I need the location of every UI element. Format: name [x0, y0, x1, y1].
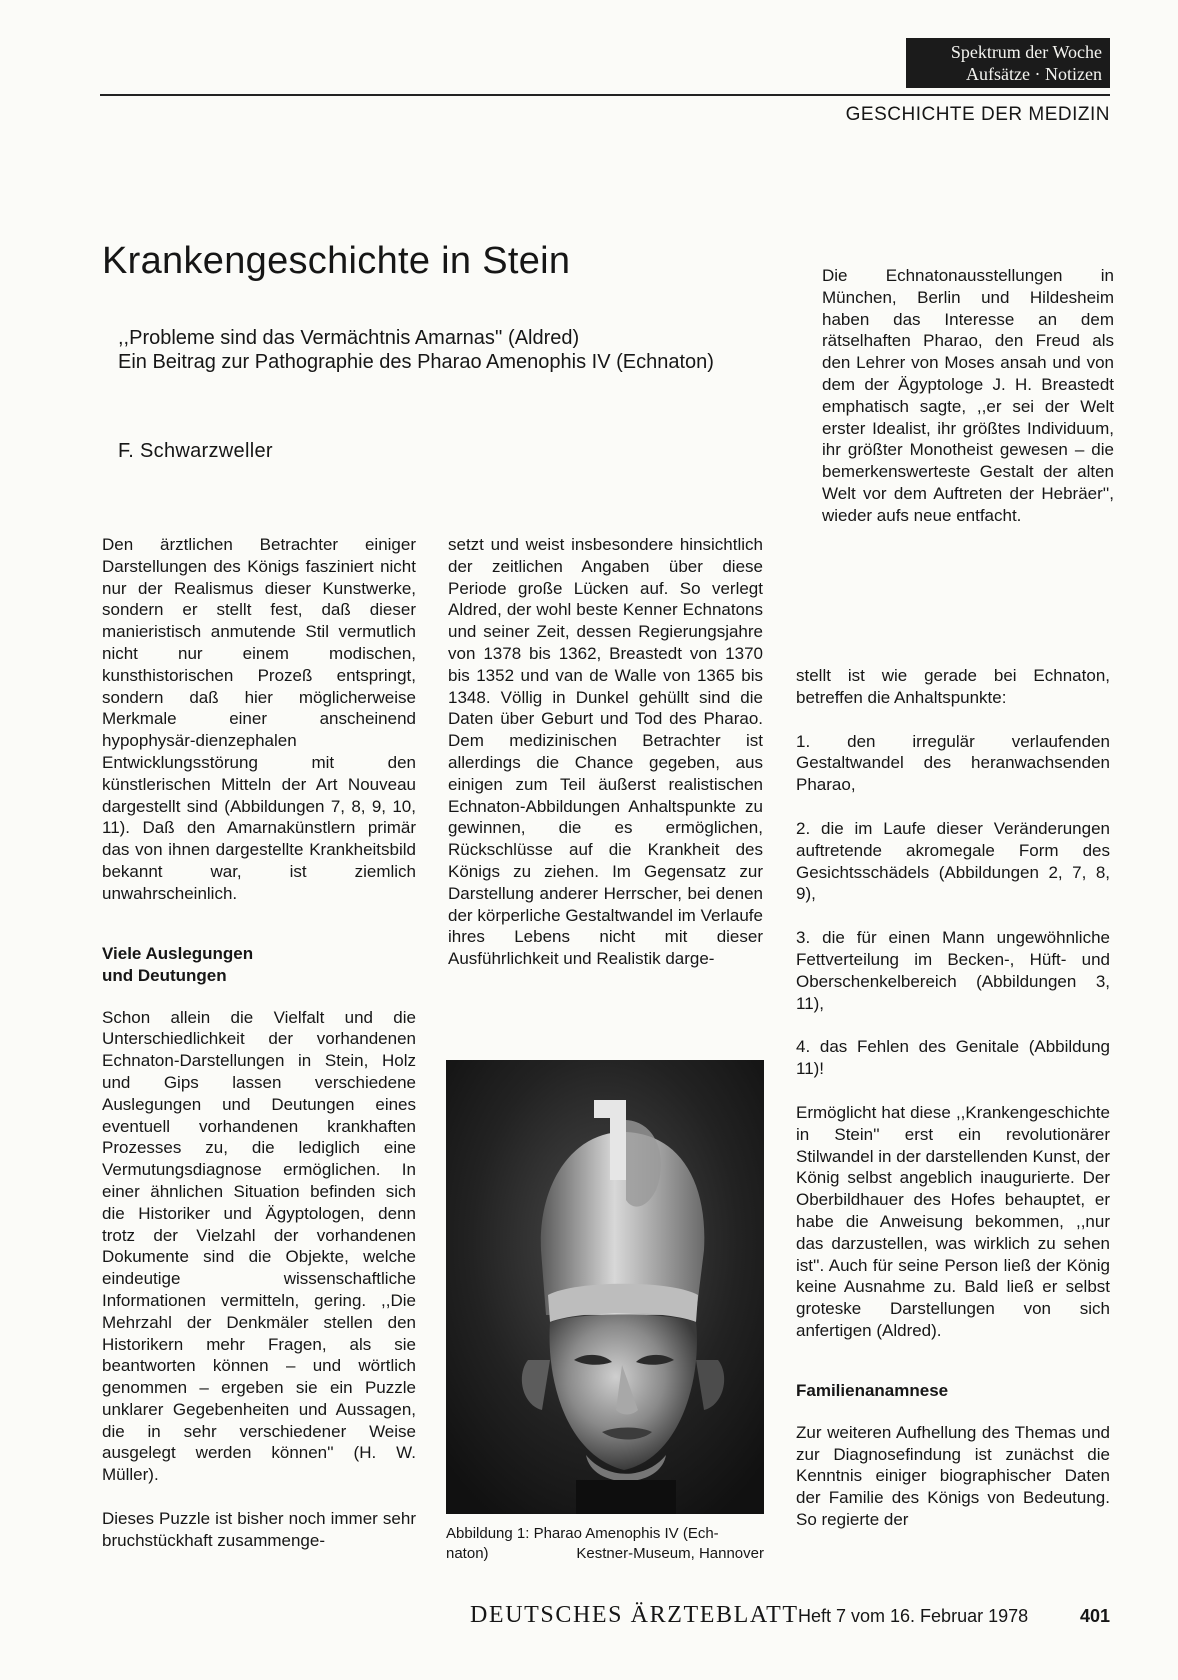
caption-line-2 — [446, 1544, 764, 1564]
section-badge — [906, 38, 1110, 88]
article-author: F. Schwarzweller — [118, 440, 273, 462]
column-1 — [102, 534, 416, 1552]
issue-info: Heft 7 vom 16. Februar 1978 — [798, 1606, 1029, 1626]
caption-line-1: Abbildung 1: Pharao Amenophis IV (Ech- — [446, 1525, 719, 1542]
figure-photo-echnaton-bust — [446, 1060, 764, 1514]
article-title: Krankengeschichte in Stein — [102, 240, 571, 282]
subheading-viele-auslegungen — [102, 943, 416, 987]
journal-name: DEUTSCHES ÄRZTEBLATT — [470, 1602, 799, 1628]
paragraph: setzt und weist insbesondere hinsichtlich der zeitlichen Angaben über diese Periode große Lücken auf. So verlegt Aldred, der wohl beste Kenner Echnatons und seiner Zeit, dessen Regierungsjahre von 1378 bis 1362, Breastedt von 1370 bis 1352 und van de Walle von 1365 bis 1348. Völlig in Dunkel gehüllt sind die Daten über Geburt und Tod des Pharao. Dem medizinischen Betrachter ist allerdings die Chance gegeben, aus einigen zum Teil äußerst realistischen Echnaton-Abbildungen Anhaltspunkte zu gewinnen, die es ermöglichen, Rückschlüsse auf die Krankheit des Königs zu ziehen. Im Gegensatz zur Darstellung anderer Herrscher, bei denen der körperliche Gestaltwandel im Verlaufe ihres Lebens nicht mit dieser Ausführlichkeit und Realistik darge- — [448, 535, 763, 969]
paragraph: Den ärztlichen Betrachter einiger Darstellungen des Königs fasziniert nicht nur der Realismus dieser Kunstwerke, sondern er stellt fest, daß dieser manieristisch anmutende Stil vermutlich nicht nur einem modischen, kunsthistorischen Prozeß entspringt, sondern daß hier möglicherweise Merkmale einer anscheinend hypophysär-dienzephalen Entwicklungsstörung mit den künstlerischen Mitteln der Art Nouveau dargestellt sind (Abbildungen 7, 8, 9, 10, 11). Daß den Amarnakünstlern primär das von ihnen dargestellte Krankheitsbild bekannt war, ist ziemlich unwahrscheinlich. — [102, 535, 416, 903]
figure-caption — [446, 1524, 764, 1564]
subheading-familienanamnese: Familienanamnese — [796, 1380, 949, 1400]
paragraph: stellt ist wie gerade bei Echnaton, betreffen die Anhaltspunkte: — [796, 666, 1110, 707]
page-number: 401 — [1079, 1606, 1110, 1626]
column-3 — [796, 665, 1110, 1531]
caption-line-2-left: naton) — [446, 1545, 489, 1562]
subheading-line-2: und Deutungen — [102, 965, 227, 985]
subheading-line-1: Viele Auslegungen — [102, 943, 254, 963]
badge-line-2: Aufsätze · Notizen — [966, 64, 1102, 84]
list-item: 1. den irregulär verlaufenden Gestaltwandel des heranwachsenden Pharao, — [796, 731, 1110, 795]
section-label: GESCHICHTE DER MEDIZIN — [845, 104, 1110, 125]
paragraph: Zur weiteren Aufhellung des Themas und zur Diagnosefindung ist zunächst die Kenntnis einiger biographischer Daten der Familie des Königs von Bedeutung. So regierte der — [796, 1422, 1110, 1529]
list-item: 4. das Fehlen des Genitale (Abbildung 11)! — [796, 1037, 1110, 1079]
subtitle-line-1: ,,Probleme sind das Vermächtnis Amarnas'' (Aldred) — [118, 327, 580, 349]
list-item: 3. die für einen Mann ungewöhnliche Fettverteilung im Becken-, Hüft- und Oberschenkelbereich (Abbildungen 3, 11), — [796, 928, 1110, 1013]
header-rule — [100, 94, 1110, 96]
subtitle-line-2: Ein Beitrag zur Pathographie des Pharao Amenophis IV (Echnaton) — [118, 351, 714, 373]
caption-credit: Kestner-Museum, Hannover — [576, 1545, 764, 1562]
article-subtitle — [118, 326, 714, 374]
paragraph: Die Echnatonausstellungen in München, Berlin und Hildesheim haben das Interesse an dem rätselhaften Pharao, den Freud als den Lehrer von Moses ansah und von dem der Ägyptologe J. H. Breastedt emphatisch sagte, ,,er sei der Welt erster Idealist, ihr größtes Individuum, ihr größter Monotheist gewesen – die bemerkenswerteste Gestalt der alten Welt vor dem Auftreten der Hebräer'', wieder aufs neue entfacht. — [822, 266, 1114, 525]
list-item: 2. die im Laufe dieser Veränderungen auftretende akromegale Form des Gesichtsschädels (Abbildungen 2, 7, 8, 9), — [796, 818, 1110, 904]
column-2 — [448, 534, 763, 970]
paragraph: Schon allein die Vielfalt und die Unterschiedlichkeit der vorhandenen Echnaton-Darstellungen in Stein, Holz und Gips lassen verschiedene Auslegungen und Deutungen eines eventuell vorhandenen krankhaften Prozesses zu, die lediglich eine Vermutungsdiagnose ermöglichen. In einer ähnlichen Situation befinden sich die Historiker und Ägyptologen, denn trotz der Vielzahl der vorhandenen Dokumente sind die Objekte, welche eindeutige wissenschaftliche Informationen vermitteln, gering. ,,Die Mehrzahl der Denkmäler stellen den Historikern mehr Fragen, als sie beantworten können – und wörtlich genommen – ergeben sie ein Puzzle unklarer Gegebenheiten und Aussagen, die in sehr verschiedener Weise ausgelegt werden können'' (H. W. Müller). — [102, 1007, 416, 1485]
badge-line-1: Spektrum der Woche — [950, 42, 1102, 62]
paragraph: Dieses Puzzle ist bisher noch immer sehr bruchstückhaft zusammenge- — [102, 1509, 416, 1550]
page-footer — [470, 1600, 1110, 1630]
bust-photo-illustration — [446, 1060, 764, 1514]
column-3-intro — [822, 265, 1114, 527]
paragraph: Ermöglicht hat diese ,,Krankengeschichte in Stein'' erst ein revolutionärer Stilwandel in der darstellenden Kunst, der König selbst angeblich inaugurierte. Der Oberbildhauer des Hofes behauptet, er habe die Anweisung bekommen, ,,nur das darzustellen, was wirklich zu sehen ist''. Auch für seine Person ließ der König keine Ausnahme zu. Bald ließ er selbst groteske Darstellungen von sich anfertigen (Aldred). — [796, 1102, 1110, 1340]
